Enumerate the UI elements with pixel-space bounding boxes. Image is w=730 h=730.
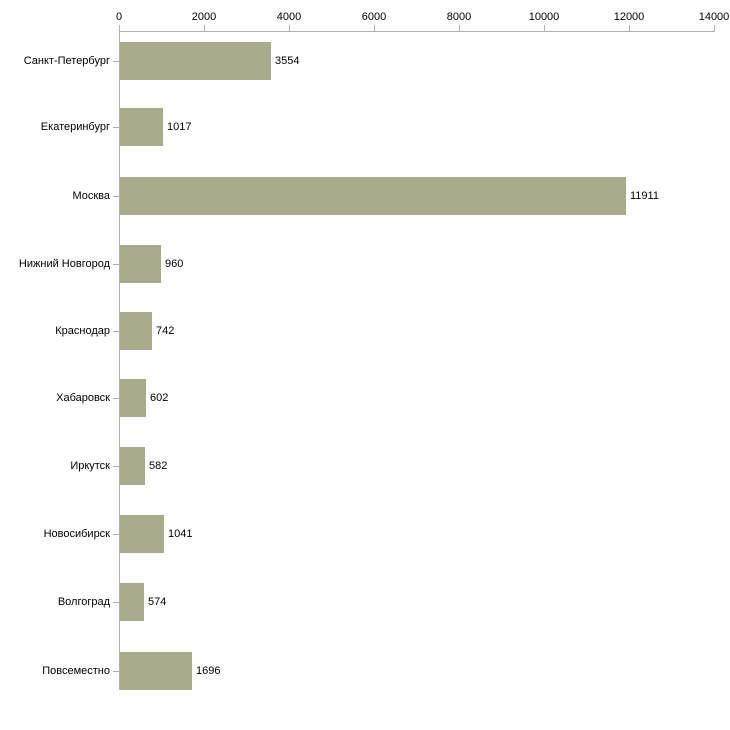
- x-tick: [544, 25, 545, 31]
- category-label: Нижний Новгород: [18, 258, 110, 270]
- bar: [120, 177, 626, 215]
- bar: [120, 447, 145, 485]
- category-label: Санкт-Петербург: [23, 55, 110, 67]
- category-label: Иркутск: [70, 460, 110, 472]
- x-tick: [289, 25, 290, 31]
- y-tick: [113, 398, 119, 399]
- x-tick: [714, 25, 715, 31]
- x-axis-line: [119, 31, 715, 32]
- bar-value-label: 1041: [168, 528, 193, 540]
- bar-value-label: 742: [156, 325, 175, 337]
- x-tick-label: 10000: [528, 11, 560, 23]
- category-label: Екатеринбург: [40, 121, 110, 133]
- x-tick: [374, 25, 375, 31]
- y-tick: [113, 602, 119, 603]
- bar: [120, 515, 164, 553]
- x-tick: [459, 25, 460, 31]
- y-tick: [113, 331, 119, 332]
- category-label: Повсеместно: [42, 665, 110, 677]
- x-tick: [119, 25, 120, 31]
- bar-value-label: 582: [149, 460, 168, 472]
- y-tick: [113, 466, 119, 467]
- bar: [120, 245, 161, 283]
- y-tick: [113, 264, 119, 265]
- bar-value-label: 1696: [196, 665, 221, 677]
- category-label: Краснодар: [55, 325, 110, 337]
- bar-value-label: 960: [165, 258, 184, 270]
- category-label: Новосибирск: [43, 528, 110, 540]
- y-tick: [113, 61, 119, 62]
- bar: [120, 379, 146, 417]
- x-tick-label: 0: [115, 11, 123, 23]
- y-tick: [113, 196, 119, 197]
- bar-value-label: 574: [148, 596, 167, 608]
- x-tick-label: 12000: [613, 11, 645, 23]
- y-tick: [113, 671, 119, 672]
- x-tick: [204, 25, 205, 31]
- bar: [120, 583, 144, 621]
- x-tick-label: 4000: [276, 11, 302, 23]
- bar: [120, 312, 152, 350]
- bar: [120, 42, 271, 80]
- bar-value-label: 11911: [630, 190, 659, 202]
- category-label: Хабаровск: [56, 392, 110, 404]
- bar: [120, 652, 192, 690]
- bar-value-label: 3554: [275, 55, 300, 67]
- y-tick: [113, 127, 119, 128]
- x-tick-label: 8000: [446, 11, 472, 23]
- x-tick-label: 14000: [698, 11, 730, 23]
- x-tick-label: 2000: [191, 11, 217, 23]
- bar: [120, 108, 163, 146]
- category-label: Москва: [72, 190, 110, 202]
- y-tick: [113, 534, 119, 535]
- bar-value-label: 602: [150, 392, 169, 404]
- bar-value-label: 1017: [167, 121, 192, 133]
- x-tick-label: 6000: [361, 11, 387, 23]
- category-label: Волгоград: [57, 596, 110, 608]
- x-tick: [629, 25, 630, 31]
